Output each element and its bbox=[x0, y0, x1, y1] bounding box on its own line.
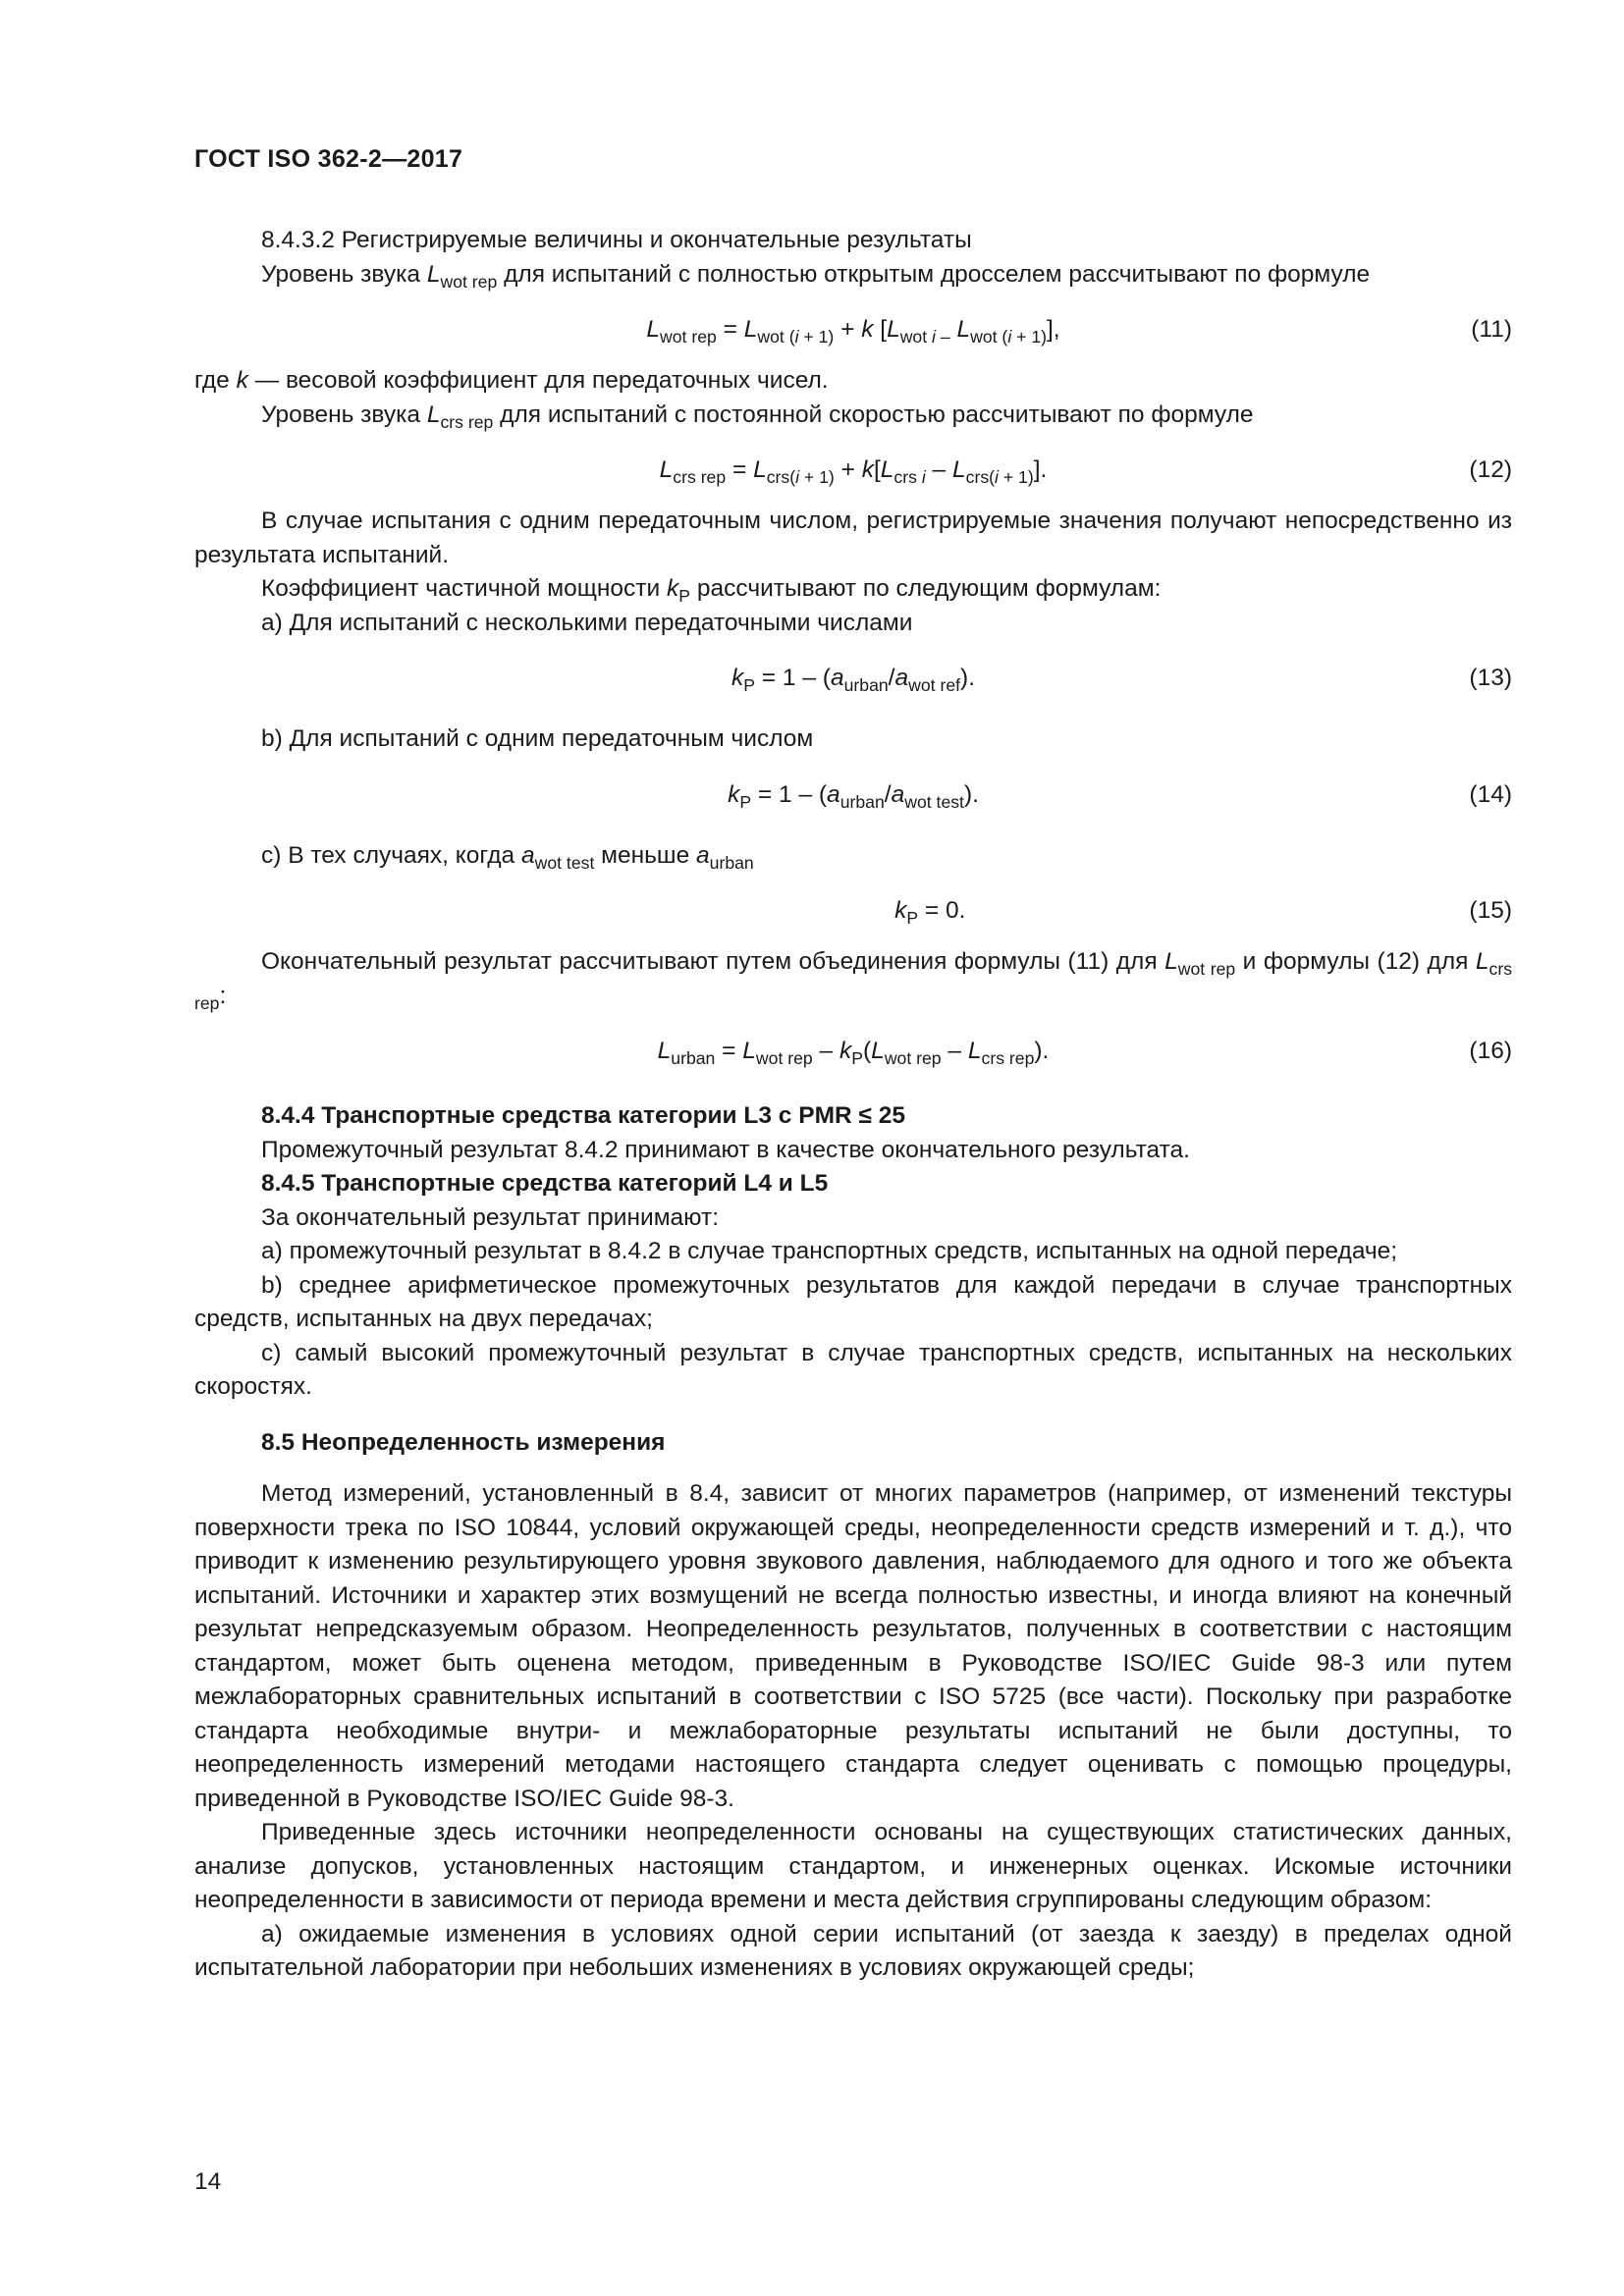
section-8-5-paragraph-1: Метод измерений, установленный в 8.4, зависит от многих параметров (например, от изменений текстуры поверхности трека по ISO 10844, условий окружающей среды, неопределенности средств измерений и т. д.), что приводит к изменению результирующего уровня звукового давления, наблюдаемого для одного и того же объекта испытаний. Источники и характер этих возмущений не всегда полностью известны, и иногда влияют на конечный результат непредсказуемым образом. Неопределенность результатов, полученных в соответствии с настоящим стандартом, может быть оценена методом, приведенным в Руководстве ISO/IEC Guide 98-3 или путем межлабораторных сравнительных испытаний в соответствии с ISO 5725 (все части). Поскольку при разработке стандарта необходимые внутри- и межлабораторные результаты испытаний не были доступны, то неопределенность измерений методами настоящего стандарта следует оценивать с помощью процедуры, приведенной в Руководстве ISO/IEC Guide 98-3. bbox=[194, 1480, 1512, 1812]
equation-14-expression: $k_P = 1 - (a_{urban}/a_{wot test})$. bbox=[728, 780, 979, 812]
section-8-4-5-heading: 8.4.5 Транспортные средства категорий L4 и L5 bbox=[261, 1170, 829, 1197]
final-result-paragraph: Окончательный результат рассчитывают путем объединения формулы (11) для $L_{wot rep}$ и формулы (12) для $L_{crs rep}$: bbox=[194, 948, 1513, 1013]
equation-12-number: (12) bbox=[1469, 456, 1512, 483]
equation-16 bbox=[194, 1023, 1512, 1076]
equation-13-number: (13) bbox=[1469, 665, 1512, 691]
crs-intro: Уровень звука $L_{crs rep}$ для испытаний с постоянной скоростью рассчитывают по формуле bbox=[261, 400, 1254, 432]
section-8-5-heading: 8.5 Неопределенность измерения bbox=[261, 1428, 666, 1456]
section-8-4-4-text: Промежуточный результат 8.4.2 принимают в качестве окончательного результата. bbox=[261, 1136, 1190, 1163]
section-8-4-3-2-heading: 8.4.3.2 Регистрируемые величины и окончательные результаты bbox=[261, 227, 972, 253]
equation-15 bbox=[194, 882, 1512, 935]
equation-15-number: (15) bbox=[1469, 897, 1512, 924]
equation-13 bbox=[194, 650, 1512, 713]
page-number: 14 bbox=[194, 2168, 222, 2195]
kp-item-a: a) Для испытаний с несколькими передаточными числами bbox=[261, 609, 913, 636]
page-content bbox=[194, 224, 1512, 1986]
wot-intro: Уровень звука $L_{wot rep}$ для испытаний с полностью открытым дросселем рассчитывают по формуле bbox=[261, 260, 1371, 292]
equation-16-expression: $L_{urban} = L_{wot rep} - k_P(L_{wot rep} - L_{crs rep})$. bbox=[657, 1038, 1050, 1069]
equation-11-number: (11) bbox=[1471, 316, 1512, 343]
kp-item-b: b) Для испытаний с одним передаточным числом bbox=[261, 725, 814, 752]
equation-12 bbox=[194, 442, 1512, 495]
equation-11-expression: $L_{wot rep} = L_{wot (i + 1)} + k$ [$L_{wot i -}$ $L_{wot (i + 1)}$], bbox=[646, 316, 1060, 347]
kp-item-c: c) В тех случаях, когда $a_{wot test}$ меньше $a_{urban}$ bbox=[261, 841, 754, 873]
section-8-5-item-a: a) ожидаемые изменения в условиях одной серии испытаний (от заезда к заезду) в пределах одной испытательной лаборатории при небольших изменениях в условиях окружающей среды; bbox=[194, 1920, 1512, 1981]
where-k: где k — весовой коэффициент для передаточных чисел. bbox=[194, 367, 829, 394]
single-gear-paragraph: В случае испытания с одним передаточным числом, регистрируемые значения получают непосредственно из результата испытаний. bbox=[194, 507, 1512, 568]
page-header: ГОСТ ISO 362-2—2017 bbox=[194, 145, 463, 173]
equation-11 bbox=[194, 301, 1512, 354]
equation-15-expression: $k_P = 0$. bbox=[894, 897, 966, 929]
section-8-4-5-item-c: c) самый высокий промежуточный результат в случае транспортных средств, испытанных на нескольких скоростях. bbox=[194, 1339, 1512, 1400]
kp-intro: Коэффициент частичной мощности $k_P$ рассчитывают по следующим формулам: bbox=[261, 575, 1162, 607]
equation-14 bbox=[194, 767, 1512, 829]
section-8-4-5-item-b: b) среднее арифметическое промежуточных результатов для каждой передачи в случае транспортных средств, испытанных на двух передачах; bbox=[194, 1271, 1512, 1332]
section-8-4-5-item-a: a) промежуточный результат в 8.4.2 в случае транспортных средств, испытанных на одной передаче; bbox=[261, 1238, 1398, 1264]
equation-12-expression: $L_{crs rep} = L_{crs(i + 1)} + k[L_{crs i} - L_{crs(i + 1)}]$. bbox=[659, 456, 1048, 488]
section-8-5-paragraph-2: Приведенные здесь источники неопределенности основаны на существующих статистических данных, анализе допусков, установленных настоящим стандартом, и инженерных оценках. Искомые источники неопределенности в зависимости от периода времени и места действия сгруппированы следующим образом: bbox=[194, 1819, 1512, 1913]
equation-14-number: (14) bbox=[1469, 780, 1512, 808]
section-8-4-4-heading: 8.4.4 Транспортные средства категории L3 с PMR ≤ 25 bbox=[261, 1102, 905, 1129]
section-8-4-5-intro: За окончательный результат принимают: bbox=[261, 1203, 720, 1231]
equation-16-number: (16) bbox=[1469, 1038, 1512, 1064]
equation-13-expression: $k_P = 1 - (a_{urban}/a_{wot ref})$. bbox=[731, 665, 975, 696]
